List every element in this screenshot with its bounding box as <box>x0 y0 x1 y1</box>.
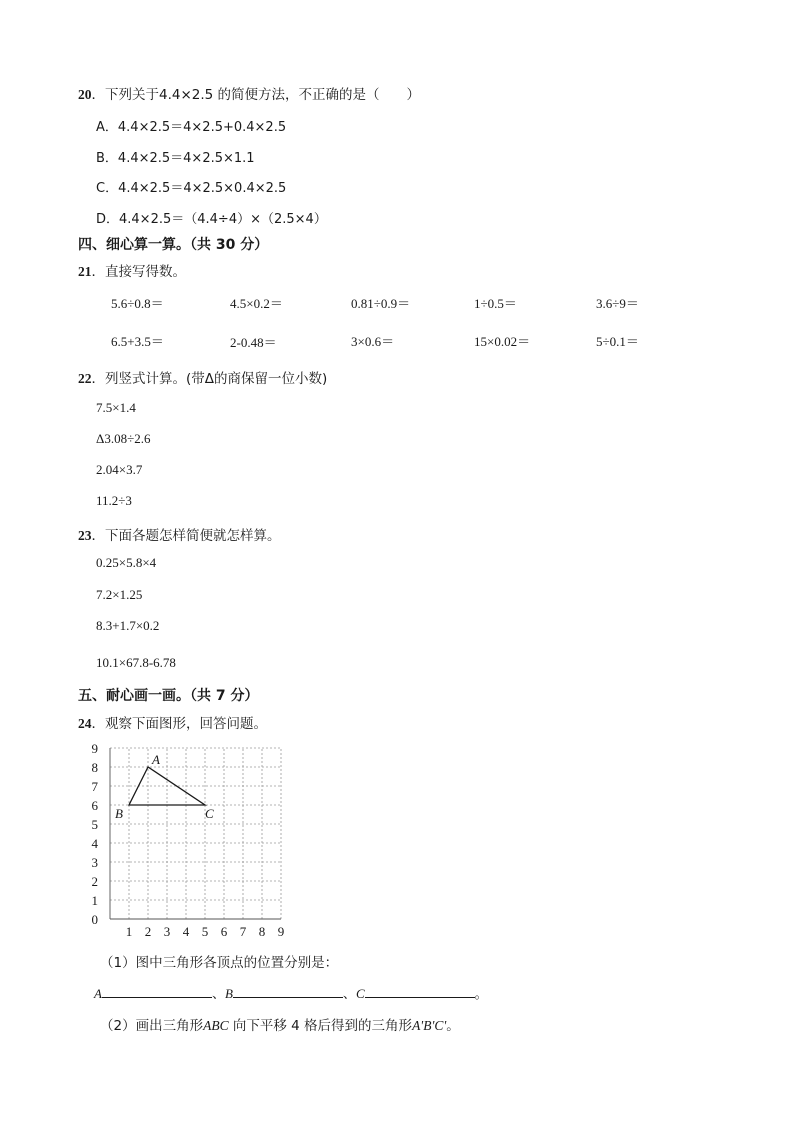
answer-separator: 、 <box>342 987 356 1002</box>
q20-option-a: A．4.4×2.5＝4×2.5+0.4×2.5 <box>96 120 287 135</box>
grid-lines <box>110 748 281 919</box>
vertex-labels <box>115 752 214 821</box>
coordinate-grid-figure <box>80 738 300 938</box>
x-tick-label: 3 <box>163 924 171 938</box>
y-tick-label: 0 <box>91 912 98 927</box>
q23-number: 23 <box>78 528 92 543</box>
q21-item: 3.6÷9＝ <box>596 296 639 311</box>
q21-stem-text: ．直接写得数。 <box>91 264 186 280</box>
q23-item: 8.3+1.7×0.2 <box>96 618 160 633</box>
q22-stem <box>78 367 327 387</box>
q22-number: 22 <box>78 371 92 386</box>
q21-item: 6.5+3.5＝ <box>111 334 164 349</box>
vertex-label-c: C <box>205 806 214 821</box>
y-tick-label: 5 <box>91 817 98 832</box>
y-tick-label: 8 <box>91 760 98 775</box>
q24-sub1: （1）图中三角形各顶点的位置分别是： <box>100 955 339 971</box>
x-tick-label: 8 <box>258 924 266 938</box>
q21-item: 15×0.02＝ <box>474 334 531 349</box>
q21-item: 3×0.6＝ <box>351 334 395 349</box>
y-tick-label: 4 <box>91 836 98 851</box>
q24-sub2-mid: 向下平移 4 格后得到的三角形 <box>228 1018 413 1034</box>
q21-item: 5.6÷0.8＝ <box>111 296 164 311</box>
section-4-title: 四、细心算一算。（共 30 分） <box>78 237 269 253</box>
q20-option-b: B．4.4×2.5＝4×2.5×1.1 <box>96 151 255 166</box>
x-tick-label: 7 <box>239 924 247 938</box>
q24-sub2-abc: ABC <box>203 1018 229 1033</box>
q20-option-c: C．4.4×2.5＝4×2.5×0.4×2.5 <box>96 181 287 196</box>
answer-label-a: A <box>94 986 102 1001</box>
q24-sub2-prime: A'B'C' <box>412 1018 447 1033</box>
q21-stem <box>78 260 186 280</box>
y-tick-label: 6 <box>91 798 98 813</box>
q21-item: 0.81÷0.9＝ <box>351 296 411 311</box>
q22-item: 2.04×3.7 <box>96 462 143 477</box>
x-tick-label: 6 <box>220 924 228 938</box>
answer-blank-a[interactable] <box>102 985 212 998</box>
q21-item: 2-0.48＝ <box>230 335 277 350</box>
q20-stem-text: ．下列关于4.4×2.5 的简便方法，不正确的是（ ） <box>91 87 421 103</box>
q22-stem-text: ．列竖式计算。(带Δ的商保留一位小数) <box>91 371 328 387</box>
y-tick-label: 2 <box>91 874 98 889</box>
y-tick-label: 7 <box>91 779 98 794</box>
x-tick-label: 4 <box>182 924 190 938</box>
answer-separator: 、 <box>211 987 225 1002</box>
y-tick-label: 9 <box>91 741 98 756</box>
vertex-label-b: B <box>115 806 123 821</box>
q20-option-d: D．4.4×2.5＝（4.4÷4）×（2.5×4） <box>96 212 327 227</box>
q22-item: Δ3.08÷2.6 <box>96 431 151 446</box>
vertex-label-a: A <box>152 752 160 767</box>
q21-number: 21 <box>78 264 92 279</box>
x-tick-label: 2 <box>144 924 152 938</box>
section-5-title: 五、耐心画一画。（共 7 分） <box>78 688 259 704</box>
answer-end: 。 <box>474 987 488 1002</box>
q21-item: 4.5×0.2＝ <box>230 296 283 311</box>
q24-stem <box>78 712 267 732</box>
q22-item: 7.5×1.4 <box>96 400 136 415</box>
q24-sub2 <box>100 1014 460 1034</box>
x-tick-label: 1 <box>125 924 133 938</box>
tick-labels <box>92 741 285 938</box>
q20-stem <box>78 83 420 103</box>
x-tick-label: 5 <box>201 924 209 938</box>
answer-blank-b[interactable] <box>233 985 343 998</box>
q24-sub2-end: 。 <box>446 1018 460 1034</box>
q21-item: 1÷0.5＝ <box>474 296 517 311</box>
answer-label-c: C <box>355 986 365 1001</box>
q23-item: 0.25×5.8×4 <box>96 555 157 570</box>
y-tick-label: 3 <box>91 855 98 870</box>
q23-item: 7.2×1.25 <box>96 587 143 602</box>
q24-stem-text: ．观察下面图形，回答问题。 <box>91 716 267 732</box>
x-tick-label: 9 <box>277 924 285 938</box>
q24-sub2-prefix: （2）画出三角形 <box>100 1018 204 1034</box>
q23-stem-text: ．下面各题怎样简便就怎样算。 <box>91 528 281 544</box>
q23-item: 10.1×67.8-6.78 <box>96 655 176 670</box>
grid-axes <box>110 748 281 919</box>
answer-blank-c[interactable] <box>365 985 475 998</box>
q23-stem <box>78 524 281 544</box>
q21-item: 5÷0.1＝ <box>596 334 639 349</box>
y-tick-label: 1 <box>91 893 98 908</box>
q24-answer-line <box>94 983 488 1002</box>
answer-label-b: B <box>224 986 233 1001</box>
q24-number: 24 <box>78 716 92 731</box>
q22-item: 11.2÷3 <box>96 493 132 508</box>
q20-number: 20 <box>78 87 92 102</box>
